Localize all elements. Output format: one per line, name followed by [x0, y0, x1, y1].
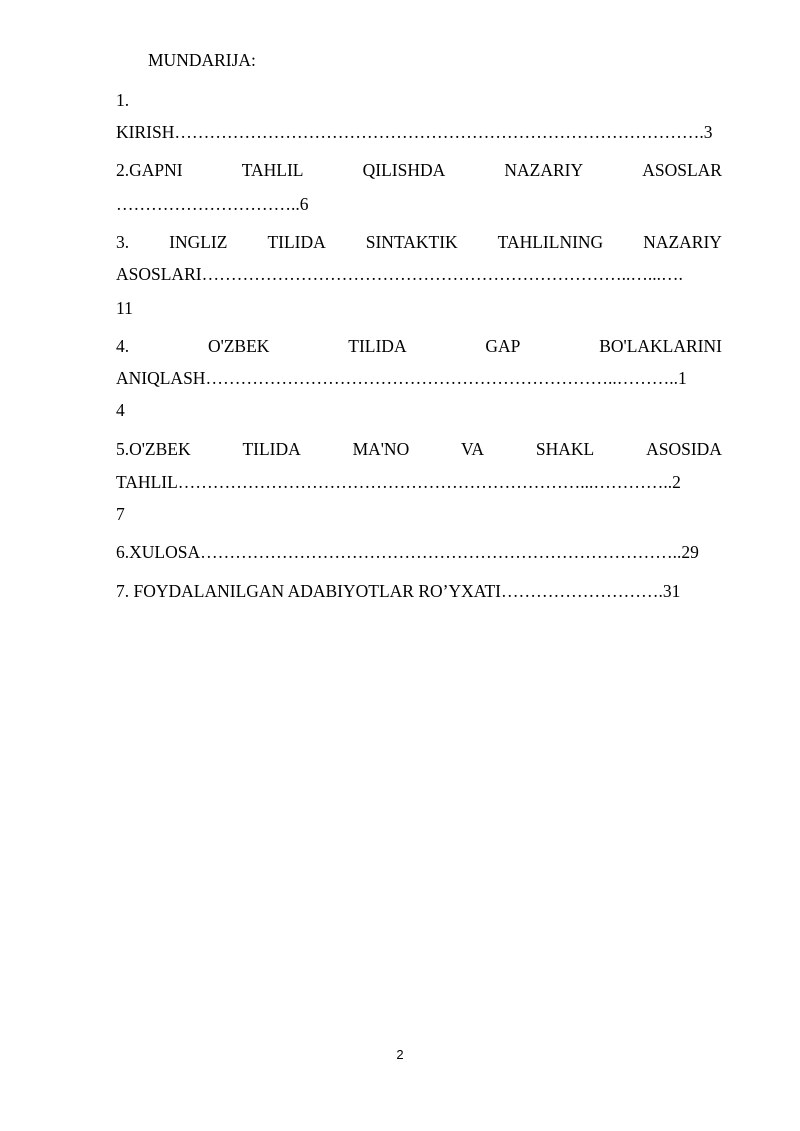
toc-entry-1-number: 1. [116, 90, 130, 110]
toc-word: MA'NO [352, 439, 410, 459]
toc-entry-3-page: 11 [116, 298, 133, 318]
toc-word: 5.O'ZBEK [116, 439, 191, 459]
toc-entry-7-title: 7. FOYDALANILGAN ADABIYOTLAR RO’YXATI……………………….31 [116, 581, 681, 601]
toc-entry-1-title: KIRISH……………………………………………………………………………….3 [116, 122, 713, 142]
toc-entry-2-title [116, 158, 722, 182]
toc-word: INGLIZ [169, 232, 228, 252]
toc-entry-4-leader: ANIQLASH……………………………………………………………..………..1 [116, 368, 687, 388]
toc-entry-5-leader: TAHLIL……………………………………………………………...…………..2 [116, 472, 681, 492]
toc-entry-4-title [116, 334, 722, 358]
toc-word: ASOSLAR [642, 160, 722, 180]
toc-word: QILISHDA [362, 160, 446, 180]
toc-word: 3. [116, 232, 130, 252]
toc-word: SINTAKTIK [365, 232, 458, 252]
toc-entry-5-title [116, 437, 722, 461]
toc-word: ASOSIDA [646, 439, 722, 459]
toc-word: BO'LAKLARINI [599, 336, 722, 356]
toc-word: NAZARIY [504, 160, 584, 180]
toc-entry-3-leader: ASOSLARI………………………………………………………………..…...…. [116, 264, 683, 284]
toc-word: O'ZBEK [207, 336, 270, 356]
toc-word: GAP [485, 336, 521, 356]
toc-entry-5-page: 7 [116, 504, 125, 524]
toc-word: TAHLILNING [497, 232, 604, 252]
toc-entry-3-title [116, 230, 722, 254]
toc-word: TILIDA [348, 336, 407, 356]
toc-word: VA [461, 439, 485, 459]
toc-word: TILIDA [242, 439, 301, 459]
toc-entry-4-page: 4 [116, 400, 125, 420]
toc-word: SHAKL [535, 439, 595, 459]
toc-word: 2.GAPNI [116, 160, 183, 180]
toc-entry-6-title: 6.XULOSA………………………………………………………………………..29 [116, 542, 699, 562]
page-number: 2 [396, 1047, 404, 1062]
toc-heading: MUNDARIJA: [148, 50, 256, 70]
toc-word: NAZARIY [643, 232, 722, 252]
toc-word: 4. [116, 336, 130, 356]
toc-word: TAHLIL [241, 160, 304, 180]
toc-entry-2-leader: …………………………..6 [116, 194, 309, 214]
toc-word: TILIDA [267, 232, 326, 252]
